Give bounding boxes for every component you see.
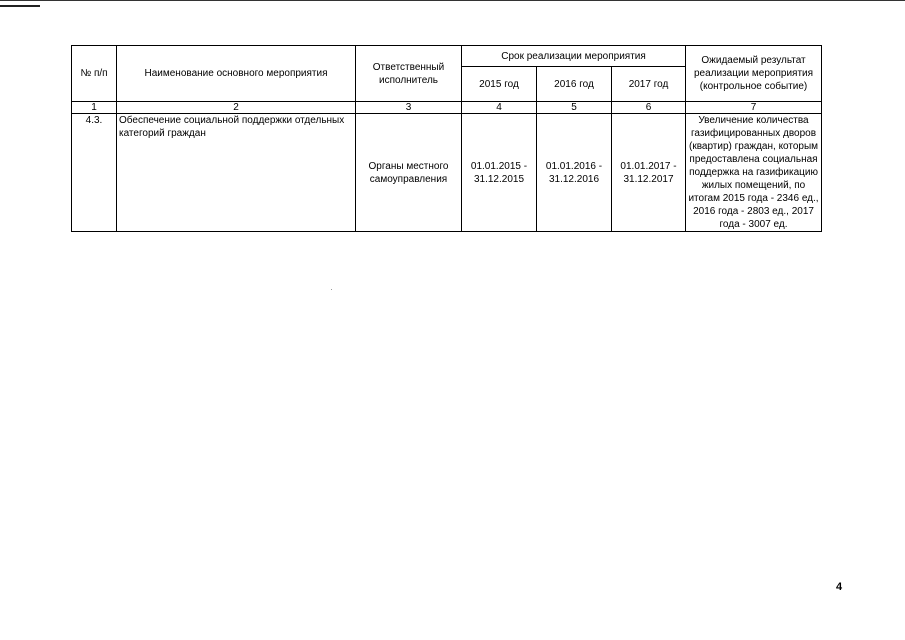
column-number: 7 <box>686 102 822 114</box>
header-number: № п/п <box>72 46 117 102</box>
header-year-2017: 2017 год <box>612 67 686 102</box>
table-row <box>72 114 822 232</box>
activity-name: Обеспечение социальной поддержки отдельных категорий граждан <box>117 114 356 232</box>
column-number: 6 <box>612 102 686 114</box>
page-number: 4 <box>836 581 843 593</box>
header-executor: Ответственный исполнитель <box>356 46 462 102</box>
column-number-row <box>72 102 822 114</box>
date-range-2016: 01.01.2016 - 31.12.2016 <box>537 114 612 232</box>
scan-artifact <box>331 289 332 290</box>
executor-cell: Органы местного самоуправления <box>356 114 462 232</box>
column-number: 5 <box>537 102 612 114</box>
row-number: 4.3. <box>72 114 117 232</box>
header-year-2015: 2015 год <box>462 67 537 102</box>
header-year-2016: 2016 год <box>537 67 612 102</box>
scan-top-border <box>0 0 905 1</box>
header-implementation-period: Срок реализации мероприятия <box>462 46 686 67</box>
activities-table <box>71 45 822 232</box>
column-number: 3 <box>356 102 462 114</box>
header-activity-name: Наименование основного мероприятия <box>117 46 356 102</box>
scan-top-mark <box>0 5 40 7</box>
header-expected-result: Ожидаемый результат реализации мероприятия (контрольное событие) <box>686 46 822 102</box>
column-number: 1 <box>72 102 117 114</box>
date-range-2017: 01.01.2017 - 31.12.2017 <box>612 114 686 232</box>
date-range-2015: 01.01.2015 - 31.12.2015 <box>462 114 537 232</box>
expected-result-cell: Увеличение количества газифицированных дворов (квартир) граждан, которым предоставлена социальная поддержка на газификацию жилых помещений, по итогам 2015 года - 2346 ед., 2016 года - 2803 ед., 2017 года - 3007 ед. <box>686 114 822 232</box>
column-number: 4 <box>462 102 537 114</box>
column-number: 2 <box>117 102 356 114</box>
